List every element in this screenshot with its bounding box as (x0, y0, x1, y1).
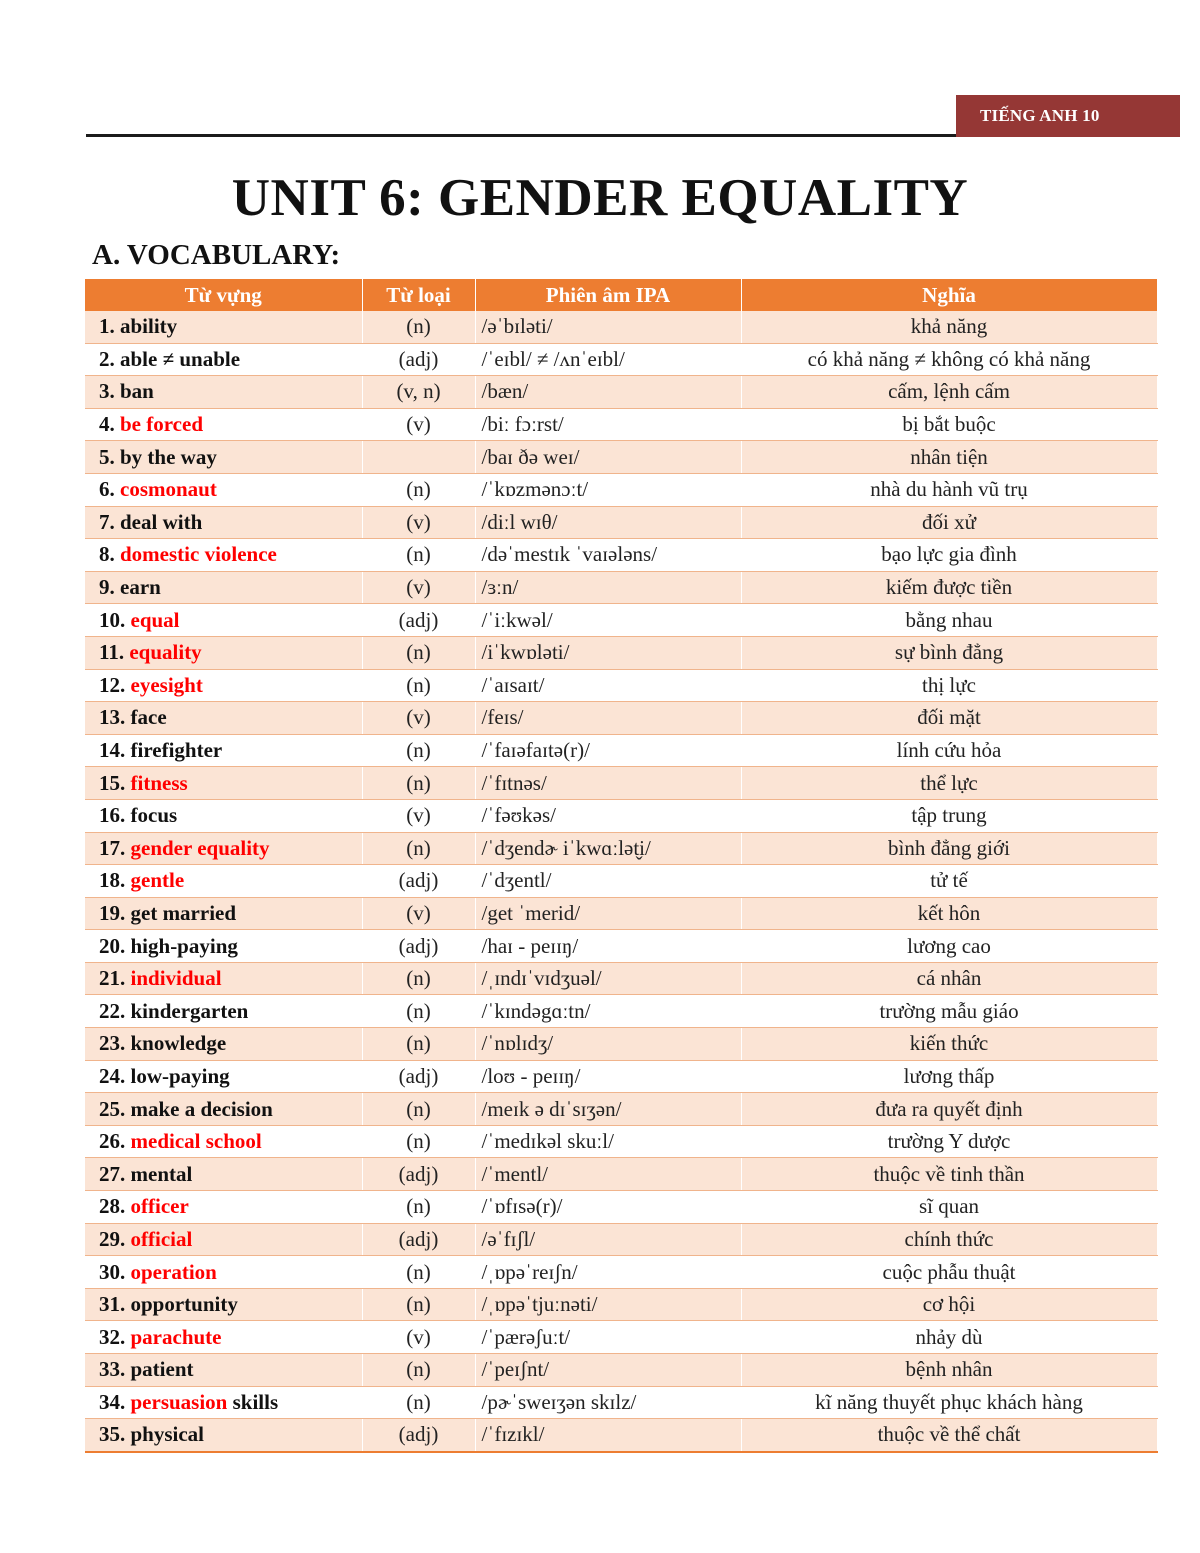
vocab-word: individual (130, 966, 222, 991)
table-row (85, 767, 1157, 800)
word-type-cell: (n) (362, 1386, 475, 1419)
ipa-cell: /ˈɒfɪsə(r)/ (475, 1191, 741, 1224)
meaning-cell: đối xử (741, 506, 1157, 539)
vocab-number: 2. (99, 346, 115, 371)
vocab-number: 33. (99, 1357, 126, 1382)
table-row (85, 408, 1157, 441)
vocab-word: gender equality (130, 835, 270, 860)
ipa-cell: /biː fɔːrst/ (475, 408, 741, 441)
vocab-word-cell (85, 1093, 362, 1126)
table-row (85, 1354, 1157, 1387)
word-type-cell: (adj) (362, 865, 475, 898)
meaning-cell: kết hôn (741, 897, 1157, 930)
vocab-word: physical (130, 1422, 205, 1447)
word-type-cell: (n) (362, 1288, 475, 1321)
vocab-number: 28. (99, 1194, 126, 1219)
vocab-word: kindergarten (130, 998, 249, 1023)
meaning-cell: đưa ra quyết định (741, 1093, 1157, 1126)
vocab-number: 11. (99, 640, 125, 665)
vocab-number: 21. (99, 966, 126, 991)
word-type-cell: (n) (362, 962, 475, 995)
ipa-cell: /ˈkɪndəgɑːtn/ (475, 995, 741, 1028)
word-type-cell: (adj) (362, 1223, 475, 1256)
meaning-cell: cuộc phẫu thuật (741, 1256, 1157, 1289)
word-type-cell: (n) (362, 1354, 475, 1387)
meaning-cell: bị bắt buộc (741, 408, 1157, 441)
meaning-cell: sự bình đẳng (741, 636, 1157, 669)
header-rule (86, 134, 956, 137)
word-type-cell: (n) (362, 1256, 475, 1289)
vocab-word: persuasion (130, 1389, 228, 1414)
vocab-word-cell (85, 832, 362, 865)
table-row (85, 799, 1157, 832)
vocab-number: 5. (99, 444, 115, 469)
word-type-cell: (n) (362, 636, 475, 669)
vocab-number: 23. (99, 1031, 126, 1056)
vocab-word-cell (85, 539, 362, 572)
vocab-word: eyesight (130, 672, 203, 697)
table-row (85, 1028, 1157, 1061)
ipa-cell: /ˈkɒzmənɔːt/ (475, 473, 741, 506)
vocab-word: knowledge (130, 1031, 227, 1056)
table-row (85, 669, 1157, 702)
vocab-word-cell (85, 604, 362, 637)
vocab-word-cell (85, 1419, 362, 1452)
vocab-word-cell (85, 799, 362, 832)
ipa-cell: /baɪ ðə weɪ/ (475, 441, 741, 474)
vocab-word-cell (85, 441, 362, 474)
word-type-cell: (n) (362, 832, 475, 865)
table-row (85, 702, 1157, 735)
vocab-word: patient (130, 1357, 194, 1382)
vocab-word-cell (85, 1125, 362, 1158)
ipa-cell: /ˈdʒendɚ iˈkwɑːlət̬i/ (475, 832, 741, 865)
vocab-number: 34. (99, 1389, 126, 1414)
vocab-number: 26. (99, 1129, 126, 1154)
vocab-word-cell (85, 1158, 362, 1191)
ipa-cell: /ˈeɪbl/ ≠ /ʌnˈeɪbl/ (475, 343, 741, 376)
word-type-cell: (v) (362, 1321, 475, 1354)
word-type-cell: (v) (362, 506, 475, 539)
table-row (85, 865, 1157, 898)
ipa-cell: /ˌɒpəˈreɪʃn/ (475, 1256, 741, 1289)
ipa-cell: /iˈkwɒləti/ (475, 636, 741, 669)
vocab-number: 31. (99, 1292, 126, 1317)
ipa-cell: /ɜːn/ (475, 571, 741, 604)
vocab-number: 32. (99, 1324, 126, 1349)
vocab-word-cell (85, 897, 362, 930)
ipa-cell: /ˈmentl/ (475, 1158, 741, 1191)
table-row (85, 571, 1157, 604)
ipa-cell: /ˈiːkwəl/ (475, 604, 741, 637)
vocab-number: 3. (99, 379, 115, 404)
vocab-word: by the way (120, 444, 217, 469)
meaning-cell: bằng nhau (741, 604, 1157, 637)
ipa-cell: /ˈfəʊkəs/ (475, 799, 741, 832)
vocab-number: 18. (99, 868, 126, 893)
vocab-word: skills (227, 1389, 279, 1414)
vocabulary-table (85, 279, 1158, 1453)
meaning-cell: bạo lực gia đình (741, 539, 1157, 572)
vocab-word-cell (85, 702, 362, 735)
vocab-word: focus (130, 803, 178, 828)
meaning-cell: thị lực (741, 669, 1157, 702)
vocab-number: 7. (99, 509, 115, 534)
meaning-cell: lính cứu hỏa (741, 734, 1157, 767)
vocab-word: ability (120, 314, 178, 339)
table-row (85, 539, 1157, 572)
vocab-number: 27. (99, 1161, 126, 1186)
word-type-cell: (v) (362, 571, 475, 604)
ipa-cell: /meɪk ə dɪˈsɪʒən/ (475, 1093, 741, 1126)
table-row (85, 734, 1157, 767)
meaning-cell: khả năng (741, 311, 1157, 343)
vocab-word: medical school (130, 1129, 262, 1154)
vocab-number: 14. (99, 738, 126, 763)
ipa-cell: /ˈfɪzɪkl/ (475, 1419, 741, 1452)
meaning-cell: nhảy dù (741, 1321, 1157, 1354)
vocab-word: equality (129, 640, 202, 665)
vocab-number: 16. (99, 803, 126, 828)
ipa-cell: /feɪs/ (475, 702, 741, 735)
table-body (85, 311, 1157, 1452)
ipa-cell: /bæn/ (475, 376, 741, 409)
vocab-number: 1. (99, 314, 115, 339)
word-type-cell: (adj) (362, 930, 475, 963)
vocab-word: face (130, 705, 167, 730)
vocab-word-cell (85, 473, 362, 506)
vocab-word: cosmonaut (120, 477, 217, 502)
meaning-cell: lương thấp (741, 1060, 1157, 1093)
vocab-word-cell (85, 669, 362, 702)
vocab-word: ban (120, 379, 154, 404)
vocab-word-cell (85, 930, 362, 963)
word-type-cell: (adj) (362, 1158, 475, 1191)
word-type-cell: (n) (362, 473, 475, 506)
vocab-word-cell (85, 1028, 362, 1061)
vocab-word: deal with (120, 509, 203, 534)
word-type-cell: (adj) (362, 1419, 475, 1452)
word-type-cell: (v) (362, 702, 475, 735)
vocab-number: 8. (99, 542, 115, 567)
table-row (85, 1223, 1157, 1256)
ipa-cell: /dəˈmestɪk ˈvaɪələns/ (475, 539, 741, 572)
vocab-word: official (130, 1226, 193, 1251)
word-type-cell: (adj) (362, 604, 475, 637)
vocab-word-cell (85, 1256, 362, 1289)
word-type-cell: (v) (362, 408, 475, 441)
vocab-word-cell (85, 767, 362, 800)
section-title: A. VOCABULARY: (92, 239, 341, 271)
table-row (85, 1125, 1157, 1158)
vocab-number: 12. (99, 672, 126, 697)
table-row (85, 311, 1157, 343)
word-type-cell: (v) (362, 897, 475, 930)
ipa-cell: /əˈbɪləti/ (475, 311, 741, 343)
vocab-word-cell (85, 1321, 362, 1354)
vocab-word: fitness (130, 770, 188, 795)
table-row (85, 473, 1157, 506)
vocab-word-cell (85, 408, 362, 441)
table-row (85, 1191, 1157, 1224)
ipa-cell: /get ˈmerid/ (475, 897, 741, 930)
table-row (85, 995, 1157, 1028)
meaning-cell: sĩ quan (741, 1191, 1157, 1224)
vocab-word: get married (130, 900, 237, 925)
table-row (85, 636, 1157, 669)
meaning-cell: tử tế (741, 865, 1157, 898)
table-row (85, 1386, 1157, 1419)
page-title: UNIT 6: GENDER EQUALITY (231, 169, 969, 227)
vocab-word: high-paying (130, 933, 238, 958)
vocab-number: 20. (99, 933, 126, 958)
table-row (85, 1256, 1157, 1289)
column-header-ipa: Phiên âm IPA (475, 279, 741, 311)
ipa-cell: /ˈdʒentl/ (475, 865, 741, 898)
word-type-cell: (n) (362, 1028, 475, 1061)
word-type-cell: (v) (362, 799, 475, 832)
meaning-cell: bình đẳng giới (741, 832, 1157, 865)
table-row (85, 506, 1157, 539)
vocab-word-cell (85, 962, 362, 995)
meaning-cell: lương cao (741, 930, 1157, 963)
table-row (85, 1321, 1157, 1354)
table-row (85, 1093, 1157, 1126)
vocab-number: 30. (99, 1259, 126, 1284)
vocab-word: domestic violence (120, 542, 277, 567)
meaning-cell: trường Y dược (741, 1125, 1157, 1158)
meaning-cell: thể lực (741, 767, 1157, 800)
table-header-row (85, 279, 1157, 311)
ipa-cell: /diːl wɪθ/ (475, 506, 741, 539)
vocab-word-cell (85, 734, 362, 767)
vocab-word-cell (85, 1386, 362, 1419)
vocab-number: 19. (99, 900, 126, 925)
vocab-word: make a decision (130, 1096, 273, 1121)
table-row (85, 962, 1157, 995)
meaning-cell: cá nhân (741, 962, 1157, 995)
vocab-word: officer (130, 1194, 189, 1219)
vocab-number: 4. (99, 412, 115, 437)
vocab-word-cell (85, 1060, 362, 1093)
vocab-number: 13. (99, 705, 126, 730)
ipa-cell: /pɚˈsweɪʒən skɪlz/ (475, 1386, 741, 1419)
table-row (85, 1288, 1157, 1321)
word-type-cell: (n) (362, 1093, 475, 1126)
meaning-cell: bệnh nhân (741, 1354, 1157, 1387)
vocab-number: 29. (99, 1226, 126, 1251)
meaning-cell: trường mẫu giáo (741, 995, 1157, 1028)
meaning-cell: kiếm được tiền (741, 571, 1157, 604)
meaning-cell: chính thức (741, 1223, 1157, 1256)
subject-badge: TIẾNG ANH 10 (956, 95, 1180, 137)
vocab-number: 10. (99, 607, 126, 632)
vocab-number: 24. (99, 1063, 126, 1088)
vocab-word: parachute (130, 1324, 222, 1349)
word-type-cell: (n) (362, 669, 475, 702)
vocab-word-cell (85, 636, 362, 669)
ipa-cell: /loʊ - peɪɪŋ/ (475, 1060, 741, 1093)
meaning-cell: cấm, lệnh cấm (741, 376, 1157, 409)
vocab-word: low-paying (130, 1063, 230, 1088)
vocab-word: able ≠ unable (120, 346, 241, 371)
word-type-cell (362, 441, 475, 474)
table-row (85, 441, 1157, 474)
column-header-meaning: Nghĩa (741, 279, 1157, 311)
ipa-cell: /ˈpeɪʃnt/ (475, 1354, 741, 1387)
vocab-word: earn (120, 575, 161, 600)
word-type-cell: (n) (362, 1191, 475, 1224)
table-row (85, 343, 1157, 376)
vocab-word: firefighter (130, 738, 223, 763)
word-type-cell: (adj) (362, 343, 475, 376)
column-header-type: Từ loại (362, 279, 475, 311)
vocab-word: gentle (130, 868, 185, 893)
meaning-cell: có khả năng ≠ không có khả năng (741, 343, 1157, 376)
vocab-word-cell (85, 1288, 362, 1321)
ipa-cell: /haɪ - peɪɪŋ/ (475, 930, 741, 963)
vocab-word-cell (85, 865, 362, 898)
ipa-cell: /ˌɪndɪˈvɪdʒuəl/ (475, 962, 741, 995)
meaning-cell: nhà du hành vũ trụ (741, 473, 1157, 506)
vocab-number: 25. (99, 1096, 126, 1121)
word-type-cell: (n) (362, 995, 475, 1028)
ipa-cell: /ˈfaɪəfaɪtə(r)/ (475, 734, 741, 767)
vocab-word-cell (85, 311, 362, 343)
word-type-cell: (n) (362, 767, 475, 800)
meaning-cell: kĩ năng thuyết phục khách hàng (741, 1386, 1157, 1419)
meaning-cell: kiến thức (741, 1028, 1157, 1061)
ipa-cell: /ˈpærəʃuːt/ (475, 1321, 741, 1354)
vocab-number: 17. (99, 835, 126, 860)
word-type-cell: (n) (362, 734, 475, 767)
ipa-cell: /ˈnɒlɪdʒ/ (475, 1028, 741, 1061)
vocab-number: 22. (99, 998, 126, 1023)
meaning-cell: thuộc về tinh thần (741, 1158, 1157, 1191)
vocab-word-cell (85, 995, 362, 1028)
word-type-cell: (n) (362, 1125, 475, 1158)
vocab-word-cell (85, 1223, 362, 1256)
vocab-word-cell (85, 376, 362, 409)
vocab-word-cell (85, 1354, 362, 1387)
table-row (85, 832, 1157, 865)
table-row (85, 1419, 1157, 1452)
column-header-word: Từ vựng (85, 279, 362, 311)
meaning-cell: nhân tiện (741, 441, 1157, 474)
ipa-cell: /ˌɒpəˈtjuːnəti/ (475, 1288, 741, 1321)
ipa-cell: /ˈfɪtnəs/ (475, 767, 741, 800)
vocab-word: mental (130, 1161, 193, 1186)
ipa-cell: /ˈmedɪkəl skuːl/ (475, 1125, 741, 1158)
vocab-number: 9. (99, 575, 115, 600)
ipa-cell: /ˈaɪsaɪt/ (475, 669, 741, 702)
ipa-cell: /əˈfɪʃl/ (475, 1223, 741, 1256)
meaning-cell: thuộc về thể chất (741, 1419, 1157, 1452)
meaning-cell: tập trung (741, 799, 1157, 832)
word-type-cell: (n) (362, 539, 475, 572)
vocab-word: equal (130, 607, 180, 632)
vocab-number: 35. (99, 1422, 126, 1447)
table-row (85, 1060, 1157, 1093)
vocab-word-cell (85, 1191, 362, 1224)
vocab-number: 15. (99, 770, 126, 795)
vocab-word-cell (85, 343, 362, 376)
table-row (85, 1158, 1157, 1191)
word-type-cell: (adj) (362, 1060, 475, 1093)
table-row (85, 930, 1157, 963)
meaning-cell: cơ hội (741, 1288, 1157, 1321)
table-row (85, 897, 1157, 930)
vocab-word-cell (85, 571, 362, 604)
vocab-word: be forced (120, 412, 204, 437)
table-row (85, 376, 1157, 409)
vocab-word-cell (85, 506, 362, 539)
vocab-number: 6. (99, 477, 115, 502)
table-row (85, 604, 1157, 637)
vocab-word: operation (130, 1259, 217, 1284)
meaning-cell: đối mặt (741, 702, 1157, 735)
word-type-cell: (v, n) (362, 376, 475, 409)
word-type-cell: (n) (362, 311, 475, 343)
vocab-word: opportunity (130, 1292, 238, 1317)
